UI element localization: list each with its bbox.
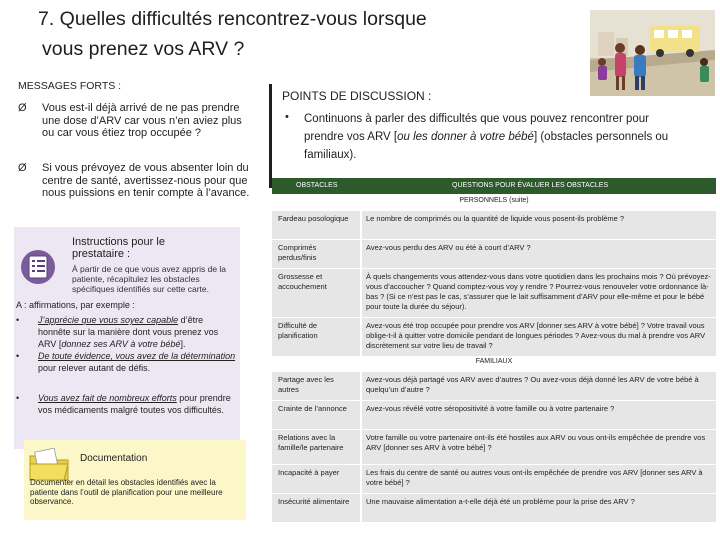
table-row [272, 465, 716, 493]
question-cell: Votre famille ou votre partenaire ont-ils été hostiles aux ARV ou vous ont-ils empêchée de prendre vos ARV [donner ses ARV à votre bébé] ? [366, 433, 706, 452]
obstacle-cell: Grossesse et accouchement [278, 272, 327, 291]
table-row [272, 269, 716, 317]
obstacle-cell: Insécurité alimentaire [278, 497, 350, 506]
question-cell: Une mauvaise alimentation a-t-elle déjà été un problème pour la prise des ARV ? [366, 497, 635, 506]
table-row [272, 240, 716, 268]
arrow-bullet-icon: Ø [18, 162, 27, 174]
documentation-title: Documentation [80, 453, 148, 464]
bullet-icon: • [16, 351, 20, 361]
bullet-icon: • [16, 393, 20, 403]
instructions-title: Instructions pour le prestataire : [72, 236, 165, 260]
page-title-line-1: 7. Quelles difficultés rencontrez-vous lorsque [38, 8, 427, 30]
bullet-icon: • [16, 315, 20, 325]
page-title-line-2: vous prenez vos ARV ? [42, 38, 245, 60]
question-cell: Avez-vous déjà partagé vos ARV avec d’autres ? Ou avez-vous déjà donné les ARV de votre bébé à quelqu’un d’autre ? [366, 375, 699, 394]
table-row [272, 494, 716, 522]
column-header-questions: QUESTIONS POUR ÉVALUER LES OBSTACLES [452, 182, 609, 189]
discussion-text: Continuons à parler des difficultés que vous pouvez rencontrer pour prendre vos ARV [ou les donner à votre bébé] (obstacles personnels ou familiaux). [304, 113, 669, 161]
family-illustration [590, 10, 715, 96]
section-label-personal: PERSONNELS (suite) [459, 197, 529, 204]
affirmation-text: J’apprécie que vous soyez capable d’être honnête sur la manière dont vous prenez vos ARV [donnez ses ARV à votre bébé]. [38, 315, 219, 349]
discussion-heading: POINTS DE DISCUSSION : [282, 89, 432, 103]
table-header [272, 178, 716, 194]
affirmation-item [16, 392, 238, 428]
table-row [272, 401, 716, 429]
table-row [272, 372, 716, 400]
table-row [272, 318, 716, 356]
affirmation-item [16, 350, 238, 386]
message-text: Vous est-il déjà arrivé de ne pas prendre une dose d’ARV car vous n’en aviez plus ou car vous étiez trop occupée ? [42, 102, 242, 139]
documentation-text: Documenter en détail les obstacles identifiés avec la patiente dans l’outil de planification pour une meilleure observance. [30, 478, 223, 506]
message-item [18, 162, 254, 214]
messages-heading: MESSAGES FORTS : [18, 80, 122, 92]
affirmation-item [16, 314, 238, 350]
message-item [18, 102, 254, 154]
message-text: Si vous prévoyez de vous absenter loin du centre de santé, avertissez-nous pour que nous puissions en tenir compte à l’avance. [42, 162, 250, 199]
obstacle-cell: Comprimés perdus/finis [278, 243, 317, 262]
arrow-bullet-icon: Ø [18, 102, 27, 114]
instructions-subtitle: À partir de ce que vous avez appris de la patiente, récapitulez les obstacles spécifiques identifiés sur cette carte. [72, 264, 227, 294]
affirmations-heading: A : affirmations, par exemple : [16, 300, 135, 310]
question-cell: Avez-vous été trop occupée pour prendre vos ARV [donner ses ARV à votre bébé] ? Votre travail vous oblige-t-il à quitter votre domicile pendant de longues périodes ? Avez-vous du mal à prendre vos ARV discrètement sur votre lieu de travail ? [366, 321, 706, 350]
section-label-family: FAMILIAUX [475, 358, 513, 365]
column-header-obstacles: OBSTACLES [296, 182, 338, 189]
bullet-icon: • [285, 111, 289, 123]
question-cell: Les frais du centre de santé ou autres vous ont-ils empêchée de prendre vos ARV [donner ses ARV à votre bébé] ? [366, 468, 703, 487]
question-cell: À quels changements vous attendez-vous dans votre quotidien dans les prochains mois ? Où prévoyez-vous d’accoucher ? Quand comptez-vous voy y rendre ? Pourrez-vous renouveler votre ordonnance là-bas ? (Si ce n’est pas le cas, s’assurer que le lait suffisamment d’ARV pour elle-même et pour le bébé pour toute la durée du séjour). [366, 272, 711, 311]
vertical-divider [269, 84, 272, 188]
table-row [272, 211, 716, 239]
affirmation-text: De toute évidence, vous avez de la détermination pour relever autant de défis. [38, 351, 236, 373]
question-cell: Le nombre de comprimés ou la quantité de liquide vous posent-ils problème ? [366, 214, 625, 223]
table-row [272, 430, 716, 464]
obstacle-cell: Partage avec les autres [278, 375, 334, 394]
obstacle-cell: Difficulté de planification [278, 321, 318, 340]
obstacle-cell: Incapacité à payer [278, 468, 340, 477]
obstacle-cell: Crainte de l’annonce [278, 404, 347, 413]
obstacle-cell: Fardeau posologique [278, 214, 349, 223]
question-cell: Avez-vous perdu des ARV ou été à court d’ARV ? [366, 243, 531, 252]
checklist-icon [20, 248, 56, 286]
obstacle-cell: Relations avec la famille/le partenaire [278, 433, 344, 452]
question-cell: Avez-vous révélé votre séropositivité à votre famille ou à votre partenaire ? [366, 404, 615, 413]
affirmation-text: Vous avez fait de nombreux efforts pour prendre vos médicaments malgré toutes vos difficultés. [38, 393, 231, 415]
